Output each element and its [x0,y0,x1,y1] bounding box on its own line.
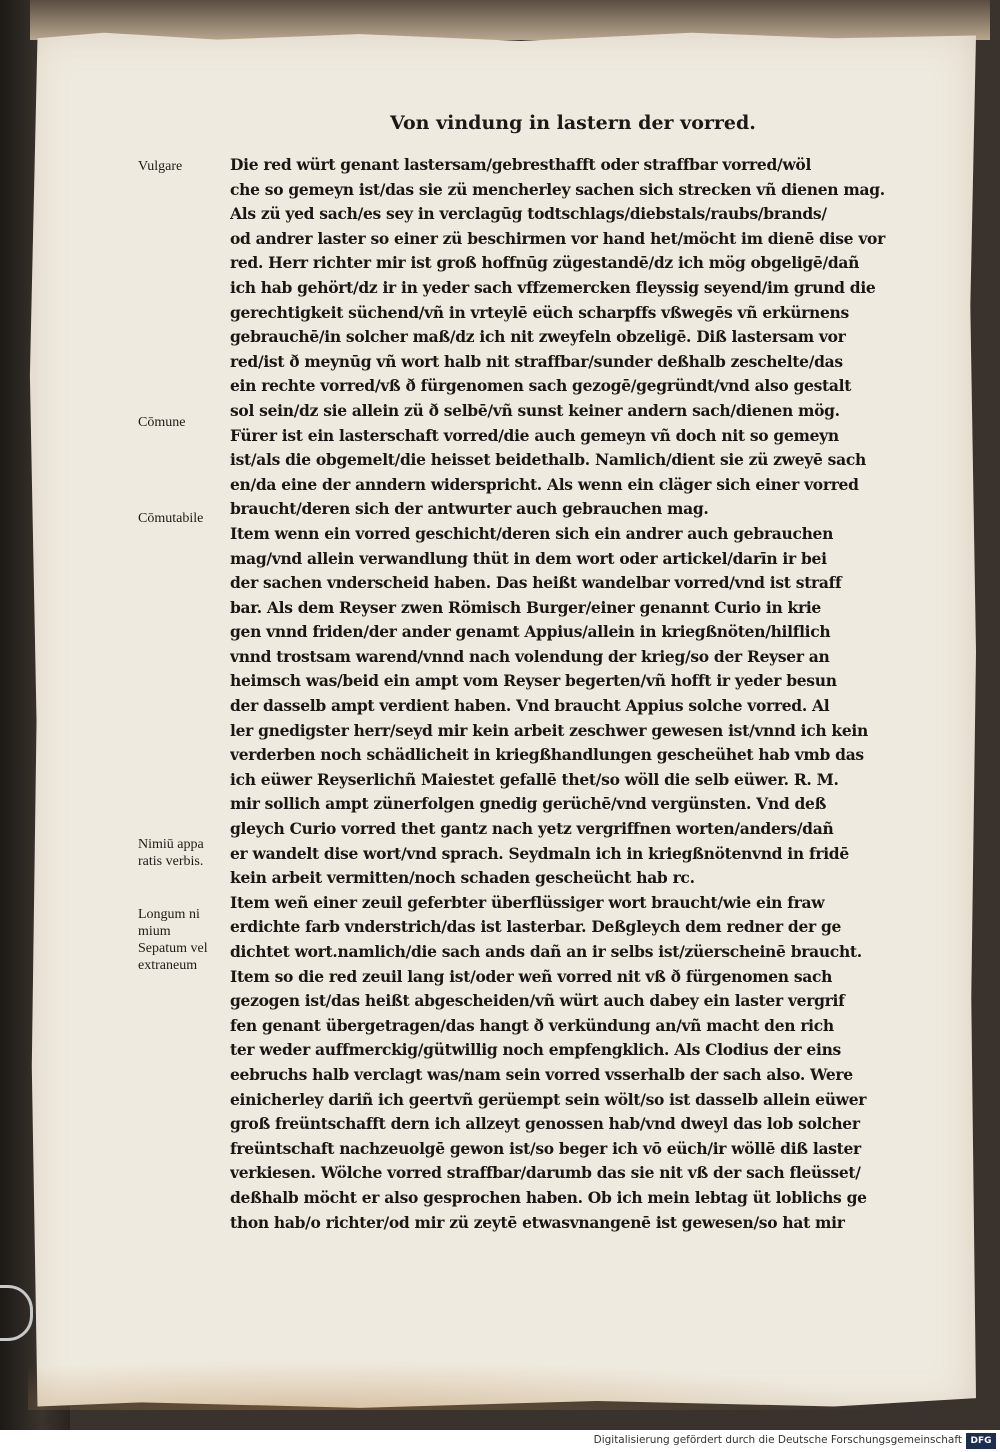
text-line: gebrauchē/in solcher maß/dz ich nit zweyfeln obzeligē. Diß lastersam vor [230,327,846,347]
margin-note-longum: Longum ni mium Sepatum vel extraneum [138,907,208,973]
text-line: ich hab gehört/dz ir in yeder sach vffzemercken fleyssig seyend/im grund die [230,277,876,297]
footer-bar [0,1430,1000,1452]
text-line: heimsch was/beid ein ampt vom Reyser begerten/vñ hofft ir yeder besun [230,671,837,691]
text-line: Item so die red zeuil lang ist/oder weñ vorred nit vß ð fürgenomen sach [230,966,833,986]
text-line: mag/vnd allein verwandlung thüt in dem wort oder artickel/darīn ir bei [230,548,827,568]
text-line: ich eüwer Reyserlichñ Maiestet gefallē thet/so wöll die selb eüwer. R. M. [230,769,839,789]
margin-note-vulgare: Vulgare [138,159,183,174]
margin-note-comutabile: Cōmutabile [138,511,204,526]
text-line: gleych Curio vorred thet gantz nach yetz vergriffnen worten/anders/dañ [230,819,834,839]
dfg-logo-icon: DFG [966,1433,996,1449]
text-line: der dasselb ampt verdient haben. Vnd braucht Appius solche vorred. Al [230,696,830,716]
text-line: thon hab/o richter/od mir zü zeytē etwasvnangenē ist gewesen/so hat mir [230,1212,845,1232]
text-line: Fürer ist ein lasterschaft vorred/die auch gemeyn vñ doch nit so gemeyn [230,425,839,445]
margin-note-nimium: Nimiū appa ratis verbis. [138,837,204,869]
text-line: ler gnedigster herr/seyd mir kein arbeit zeschwer gewesen ist/vnnd ich kein [230,720,868,740]
text-line: Die red würt genant lastersam/gebresthafft oder straffbar vorred/wöl [230,155,812,174]
text-line: od andrer laster so einer zü beschirmen vor hand het/möcht im dienē dise vor [230,228,885,248]
text-line: braucht/deren sich der antwurter auch gebrauchen mag. [230,499,709,519]
margin-note-comune: Cōmune [138,415,186,430]
text-line: groß freüntschafft dern ich allzeyt genossen hab/vnd dweyl das lob solcher [230,1114,860,1134]
text-line: freüntschaft nachzeuolgē gewon ist/so beger ich vō eüch/ir wöllē diß laster [230,1138,861,1158]
text-line: sol sein/dz sie allein zü ð selbē/vñ sunst keiner andern sach/dienen mög. [230,400,840,420]
text-line: deßhalb möcht er also gesprochen haben. Ob ich mein lebtag üt loblichs ge [230,1187,867,1207]
text-line: verkiesen. Wölche vorred straffbar/darumb das sie nit vß der sach fleüsset/ [230,1163,861,1183]
text-line: der sachen vnderscheid haben. Das heißt wandelbar vorred/vnd ist straff [230,573,842,593]
text-line: Item wenn ein vorred geschicht/deren sich ein andrer auch gebrauchen [230,523,834,543]
running-head: Von vindung in lastern der vorred. [390,112,756,134]
text-line: bar. Als dem Reyser zwen Römisch Burger/einer genannt Curio in krie [230,597,821,617]
text-line: ist/als die obgemelt/die heisset beidethalb. Namlich/dient sie zü zweyē sach [230,450,866,470]
text-line: en/da eine der anndern widerspricht. Als wenn ein cläger sich einer vorred [230,474,859,494]
text-line: er wandelt dise wort/vnd sprach. Seydmaln ich in kriegßnötenvnd in fridē [230,843,849,863]
text-line: gerechtigkeit süchend/vñ in vrteylē eüch scharpffs vßwegēs vñ erkürnens [230,302,849,322]
text-line: che so gemeyn ist/das sie zü mencherley sachen sich strecken vñ dienen mag. [230,179,885,199]
text-line: ter weder auffmerckig/gütwillig noch empfengklich. Als Clodius der eins [230,1040,841,1060]
text-line: red. Herr richter mir ist groß hoffnūg zügestandē/dz ich mög obgeligē/dañ [230,253,860,273]
text-line: Als zü yed sach/es sey in verclagūg todtschlags/diebstals/raubs/brands/ [230,204,827,224]
text-line: einicherley dariñ ich geertvñ gerüempt sein wölt/so ist dasselb allein eüwer [230,1089,867,1109]
footer-credit: Digitalisierung gefördert durch die Deutsche Forschungsgemeinschaft [593,1434,962,1446]
text-line: verderben noch schädlicheit in kriegßhandlungen gescheühet hab vmb das [230,745,864,765]
text-line: kein arbeit vermitten/noch schaden gescheücht hab rc. [230,868,695,888]
text-line: Item weñ einer zeuil geferbter überflüssiger wort braucht/wie ein fraw [230,892,825,912]
text-line: red/ist ð meynūg vñ wort halb nit straffbar/sunder deßhalb zeschelte/das [230,351,843,371]
body-text [230,153,910,1235]
text-line: fen genant übergetragen/das hangt ð verkündung an/vñ macht den rich [230,1015,834,1035]
text-line: vnnd trostsam warend/vnnd nach volendung der krieg/so der Reyser an [230,646,830,666]
text-line: eebruchs halb verclagt was/nam sein vorred vsserhalb der sach also. Were [230,1064,853,1084]
text-line: erdichte farb vnderstrich/das ist lasterbar. Deßgleych dem redner der ge [230,917,842,937]
text-line: dichtet wort.namlich/die sach ands dañ an ir selbs ist/züerscheinē braucht. [230,942,862,961]
text-line: gezogen ist/das heißt abgescheiden/vñ würt auch dabey ein laster vergrif [230,991,845,1011]
text-line: mir sollich ampt zünerfolgen gnedig gerüchē/vnd vergünsten. Vnd deß [230,794,827,814]
text-line: gen vnnd friden/der ander genamt Appius/allein in kriegßnöten/hilflich [230,622,831,642]
book-top-edge [30,0,990,40]
page-stain [28,1350,976,1410]
text-line: ein rechte vorred/vß ð fürgenomen sach gezogē/gegründt/vnd also gestalt [230,376,852,396]
